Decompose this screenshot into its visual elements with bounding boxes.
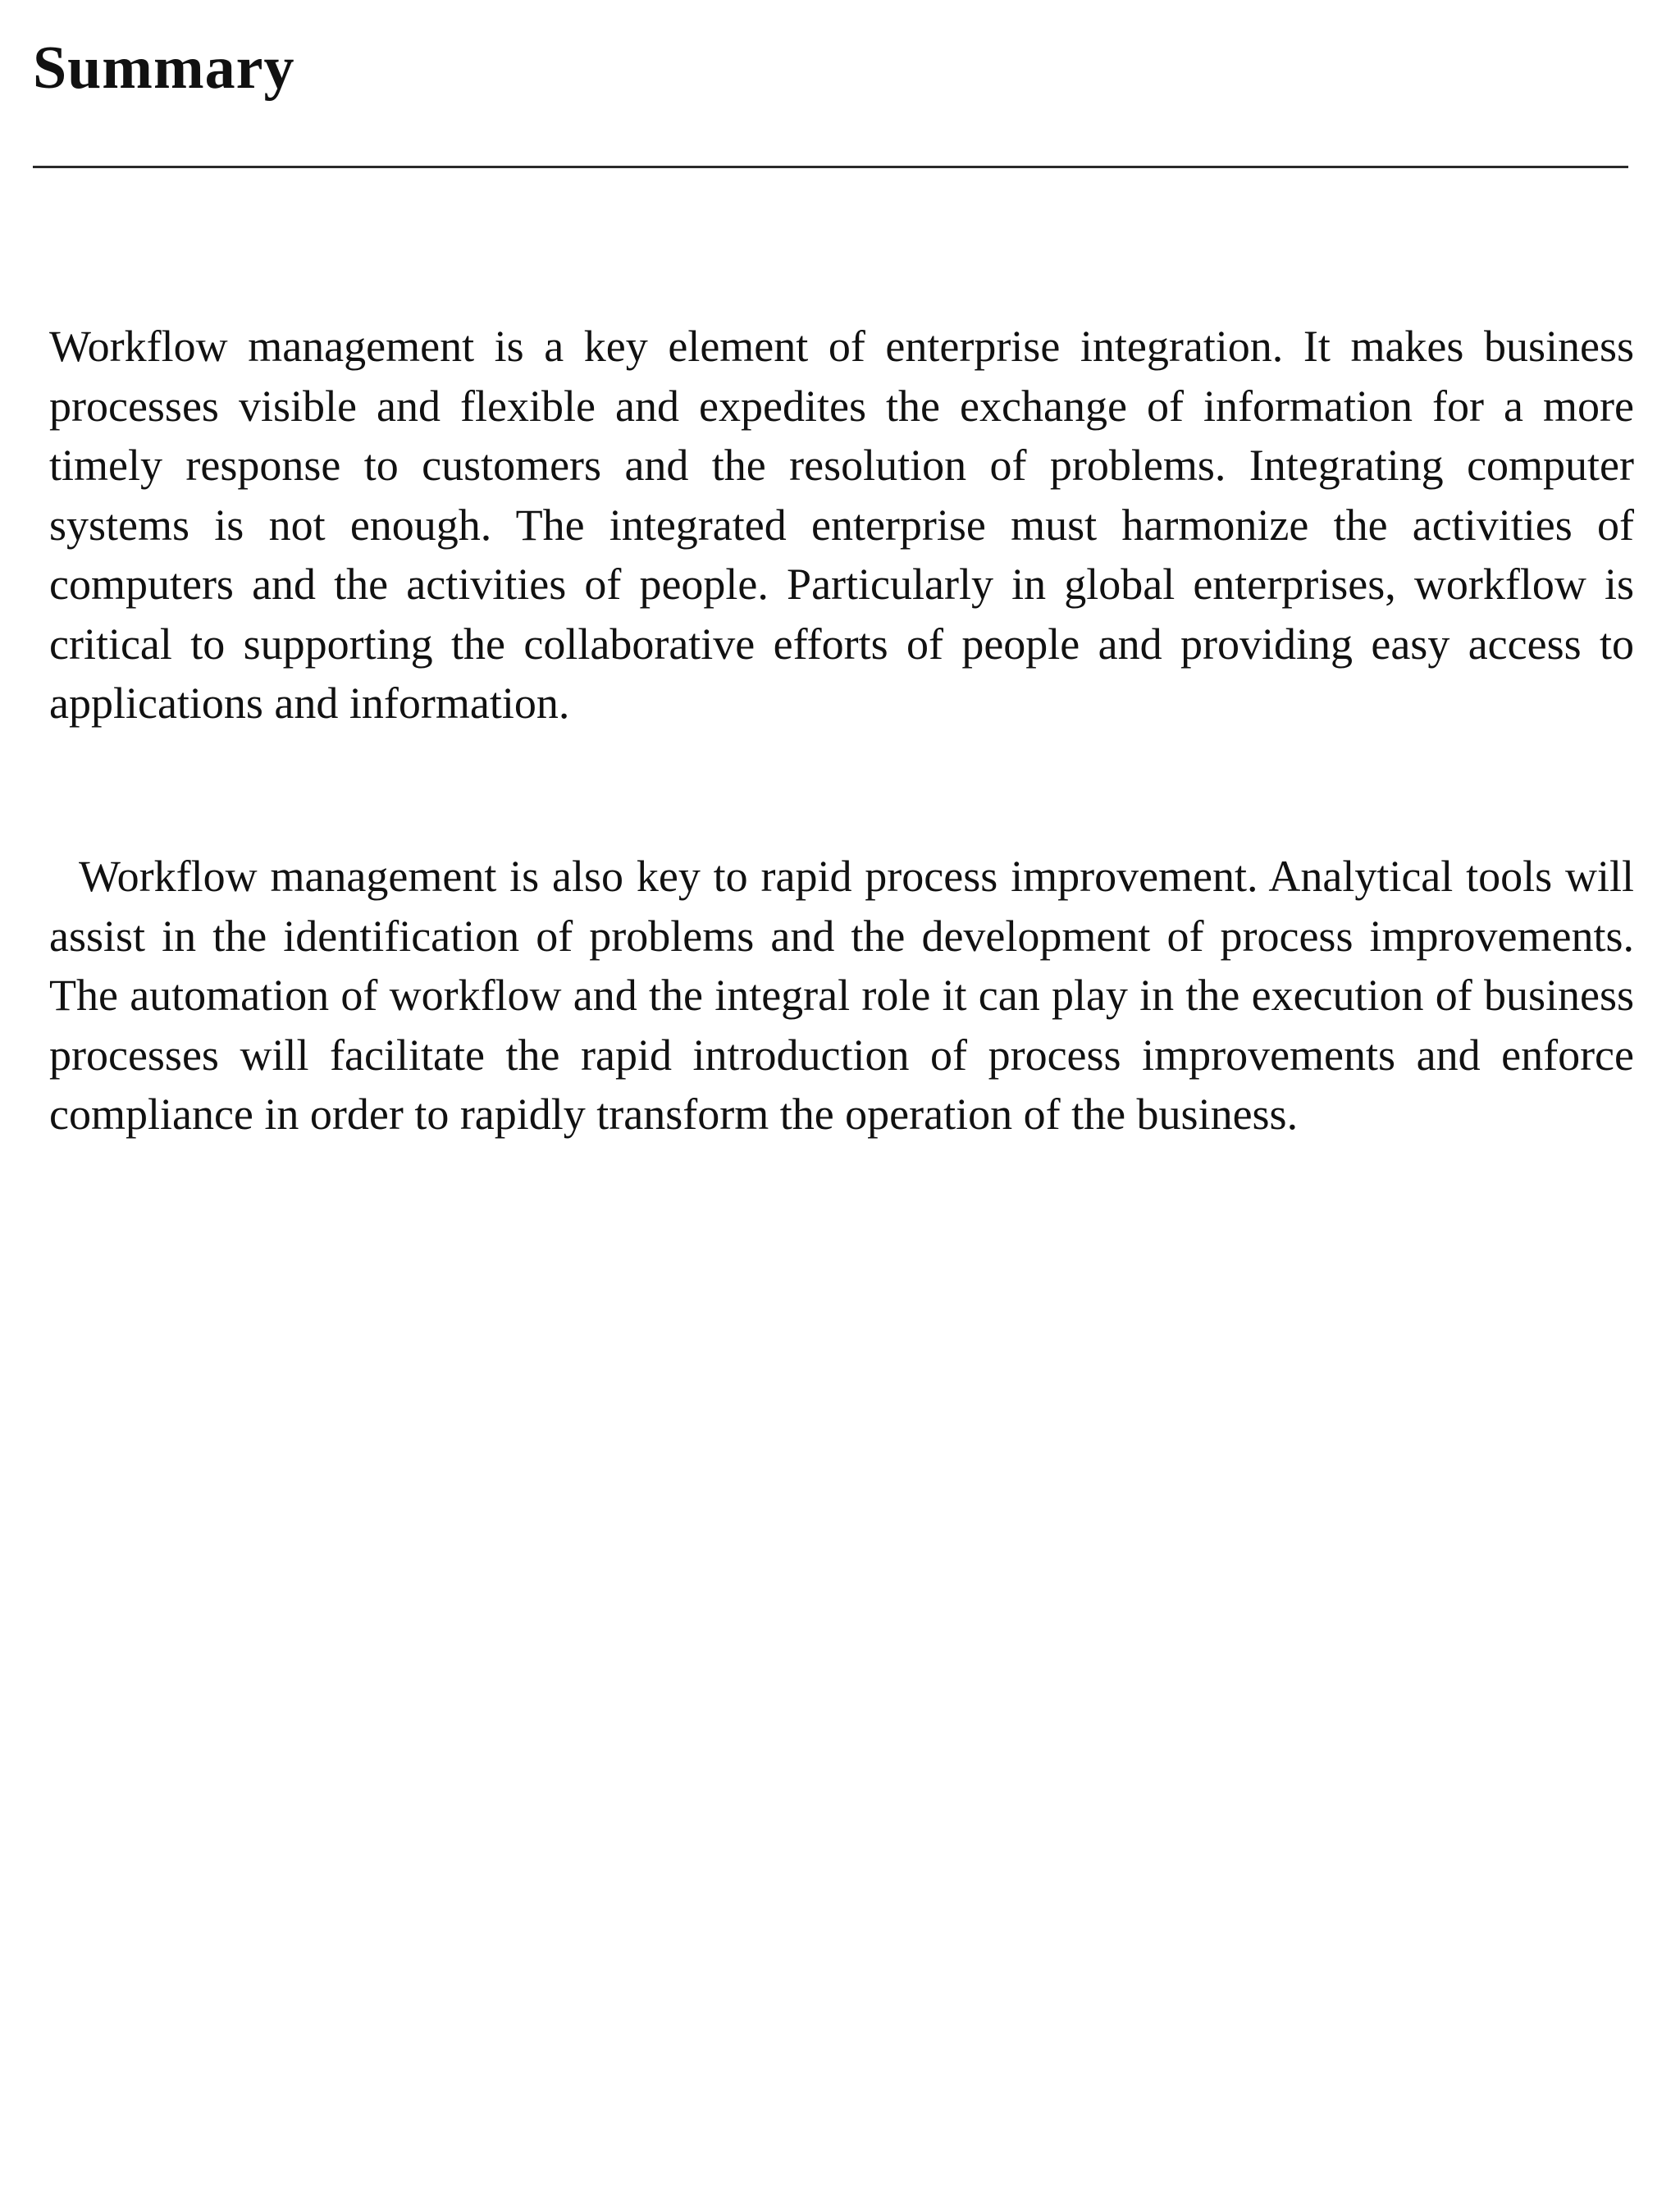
summary-paragraph-1: Workflow management is a key element of enterprise integration. It makes business processes visible and flexible and expedites the exchange of information for a more timely response to customers and the resolution of problems. Integrating computer systems is not enough. The integrated enterprise must harmonize the activities of computers and the activities of people. Particularly in global enterprises, workflow is critical to supporting the collaborative efforts of people and providing easy access to applications and information.	[49, 322, 1634, 728]
section-heading: Summary	[33, 34, 295, 102]
summary-paragraph-2: Workflow management is also key to rapid process improvement. Analytical tools will assist in the identification of problems and the development of process improvements. The automation of workflow and the integral role it can play in the execution of business processes will facilitate the rapid introduction of process improvements and enforce compliance in order to rapidly transform the operation of the business.	[49, 852, 1634, 1139]
heading-divider	[33, 166, 1628, 168]
